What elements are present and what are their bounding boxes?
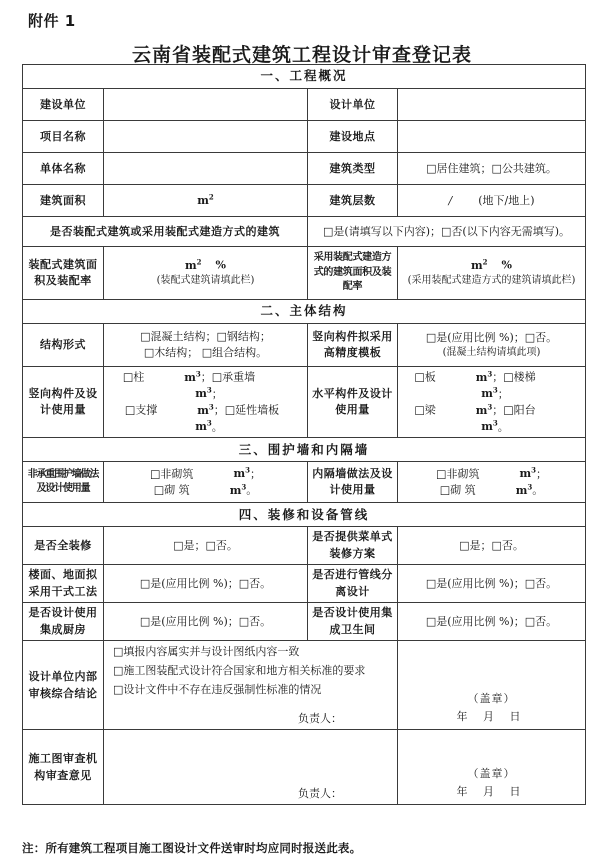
- section-header-row: [23, 65, 586, 89]
- label-integrated-kitchen: 是否设计使用集成厨房: [23, 603, 104, 641]
- label-horizontal-members: 水平构件及设计使用量: [308, 367, 398, 438]
- table-row: [23, 121, 586, 153]
- footer-note: 注：所有建筑工程项目施工图设计文件送审时均应同时报送此表。: [22, 841, 362, 855]
- design-date-line[interactable]: 年 月 日: [456, 709, 527, 723]
- field-design-unit[interactable]: [398, 89, 586, 121]
- checkbox-group-dry-method[interactable]: □是(应用比例 %)；□否。: [104, 565, 308, 603]
- checkbox-group-high-precision[interactable]: □是(应用比例 %)；□否。 (混凝土结构请填此项): [398, 324, 586, 367]
- field-single-building-name[interactable]: [104, 153, 308, 185]
- registration-form-table: [22, 64, 586, 805]
- checkbox-group-full-decoration[interactable]: □是；□否。: [104, 527, 308, 565]
- field-construction-unit[interactable]: [104, 89, 308, 121]
- label-building-type: 建筑类型: [308, 153, 398, 185]
- checkbox-group-non-load-wall[interactable]: □非砌筑 $m^3$； □砌 筑 $m^3$。: [104, 462, 308, 503]
- conclusion-items[interactable]: [107, 643, 394, 700]
- table-row: [23, 527, 586, 565]
- label-dry-method-floor: 楼面、地面拟采用干式工法: [23, 565, 104, 603]
- review-seal-area[interactable]: [398, 730, 586, 805]
- checkbox-group-is-prefab[interactable]: □是(请填写以下内容)；□否(以下内容无需填写)。: [308, 217, 586, 247]
- label-high-precision-template: 竖向构件拟采用高精度模板: [308, 324, 398, 367]
- section-header-row: [23, 438, 586, 462]
- label-menu-decoration-plan: 是否提供菜单式装修方案: [308, 527, 398, 565]
- label-review-org-opinion: 施工图审查机构审查意见: [23, 730, 104, 805]
- prefab-area-note: (装配式建筑请填此栏): [156, 275, 255, 287]
- design-seal-label: （盖章）: [467, 692, 516, 706]
- prefab-area-units: $m^2$ %: [185, 257, 226, 273]
- floors-note: (地下/地上): [478, 193, 535, 207]
- field-project-name[interactable]: [104, 121, 308, 153]
- attachment-label: 附件 1: [28, 12, 76, 30]
- section-3-header: 三、围护墙和内隔墙: [23, 438, 586, 462]
- section-4-header: 四、装修和设备管线: [23, 503, 586, 527]
- label-design-unit-conclusion: 设计单位内部审核综合结论: [23, 641, 104, 730]
- table-row: [23, 603, 586, 641]
- section-2-header: 二、主体结构: [23, 300, 586, 324]
- table-row: [23, 89, 586, 121]
- label-design-unit: 设计单位: [308, 89, 398, 121]
- label-structure-form: 结构形式: [23, 324, 104, 367]
- label-integrated-bathroom: 是否设计使用集成卫生间: [308, 603, 398, 641]
- page-title: 云南省装配式建筑工程设计审查登记表: [131, 44, 472, 66]
- checkbox-group-pipeline-separation[interactable]: □是(应用比例 %)；□否。: [398, 565, 586, 603]
- label-is-prefab: 是否装配式建筑或采用装配式建造方式的建筑: [23, 217, 308, 247]
- label-pipeline-separation: 是否进行管线分离设计: [308, 565, 398, 603]
- section-header-row: [23, 503, 586, 527]
- conclusion-item-1[interactable]: □填报内容属实并与设计图纸内容一致: [113, 645, 300, 659]
- unit-m2: $m^2$: [197, 192, 214, 207]
- field-prefab-method-area-ratio[interactable]: [398, 247, 586, 300]
- table-row: [23, 367, 586, 438]
- table-row: [23, 641, 586, 730]
- label-non-load-wall: 非承重围护墙做法及设计使用量: [23, 462, 104, 503]
- field-prefab-area-ratio[interactable]: [104, 247, 308, 300]
- table-row: [23, 217, 586, 247]
- label-prefab-area-ratio: 装配式建筑面积及装配率: [23, 247, 104, 300]
- label-partition-wall: 内隔墙做法及设计使用量: [308, 462, 398, 503]
- checkbox-group-horizontal-members[interactable]: □板 $m^3$；□楼梯$m^3$； □梁 $m^3$；□阳台$m^3$。: [398, 367, 586, 438]
- prefab-method-note: (采用装配式建造方式的建筑请填此栏): [407, 275, 576, 287]
- label-building-floors: 建筑层数: [308, 185, 398, 217]
- review-date-line[interactable]: 年 月 日: [456, 784, 527, 798]
- table-row: [23, 247, 586, 300]
- field-construction-site[interactable]: [398, 121, 586, 153]
- checkbox-group-integrated-bathroom[interactable]: □是(应用比例 %)；□否。: [398, 603, 586, 641]
- field-building-floors[interactable]: [398, 185, 586, 217]
- section-1-header: 一、工程概况: [23, 65, 586, 89]
- conclusion-item-3[interactable]: □设计文件中不存在违反强制性标准的情况: [113, 683, 322, 697]
- floors-slash: /: [448, 193, 453, 207]
- label-construction-unit: 建设单位: [23, 89, 104, 121]
- section-header-row: [23, 300, 586, 324]
- label-single-building-name: 单体名称: [23, 153, 104, 185]
- checkbox-group-building-type[interactable]: □居住建筑；□公共建筑。: [398, 153, 586, 185]
- checkbox-group-vertical-members[interactable]: □柱 $m^3$；□承重墙$m^3$； □支撑 $m^3$；□延性墙板$m^3$。: [104, 367, 308, 438]
- table-row: [23, 185, 586, 217]
- conclusion-item-2[interactable]: □施工图装配式设计符合国家和地方相关标准的要求: [113, 664, 366, 678]
- checkbox-group-partition-wall[interactable]: □非砌筑 $m^3$； □砌 筑 $m^3$。: [398, 462, 586, 503]
- field-review-org-opinion[interactable]: [104, 730, 398, 805]
- table-row: [23, 462, 586, 503]
- review-responsible-person: 负责人：: [298, 787, 342, 801]
- checkbox-group-menu-decoration[interactable]: □是；□否。: [398, 527, 586, 565]
- label-construction-site: 建设地点: [308, 121, 398, 153]
- field-building-area[interactable]: [104, 185, 308, 217]
- label-project-name: 项目名称: [23, 121, 104, 153]
- design-responsible-person: 负责人：: [298, 712, 342, 726]
- checkbox-group-structure-form[interactable]: □混凝土结构；□钢结构； □木结构； □组合结构。: [104, 324, 308, 367]
- table-row: [23, 565, 586, 603]
- checkbox-group-integrated-kitchen[interactable]: □是(应用比例 %)；□否。: [104, 603, 308, 641]
- label-building-area: 建筑面积: [23, 185, 104, 217]
- table-row: [23, 730, 586, 805]
- review-seal-label: （盖章）: [467, 767, 516, 781]
- label-prefab-method-area-ratio: 采用装配式建造方式的建筑面积及装配率: [308, 247, 398, 300]
- table-row: [23, 153, 586, 185]
- label-is-full-decoration: 是否全装修: [23, 527, 104, 565]
- table-row: [23, 324, 586, 367]
- label-vertical-members: 竖向构件及设计使用量: [23, 367, 104, 438]
- checkbox-group-design-conclusion[interactable]: [104, 641, 398, 730]
- prefab-method-units: $m^2$ %: [471, 257, 512, 273]
- design-seal-area[interactable]: [398, 641, 586, 730]
